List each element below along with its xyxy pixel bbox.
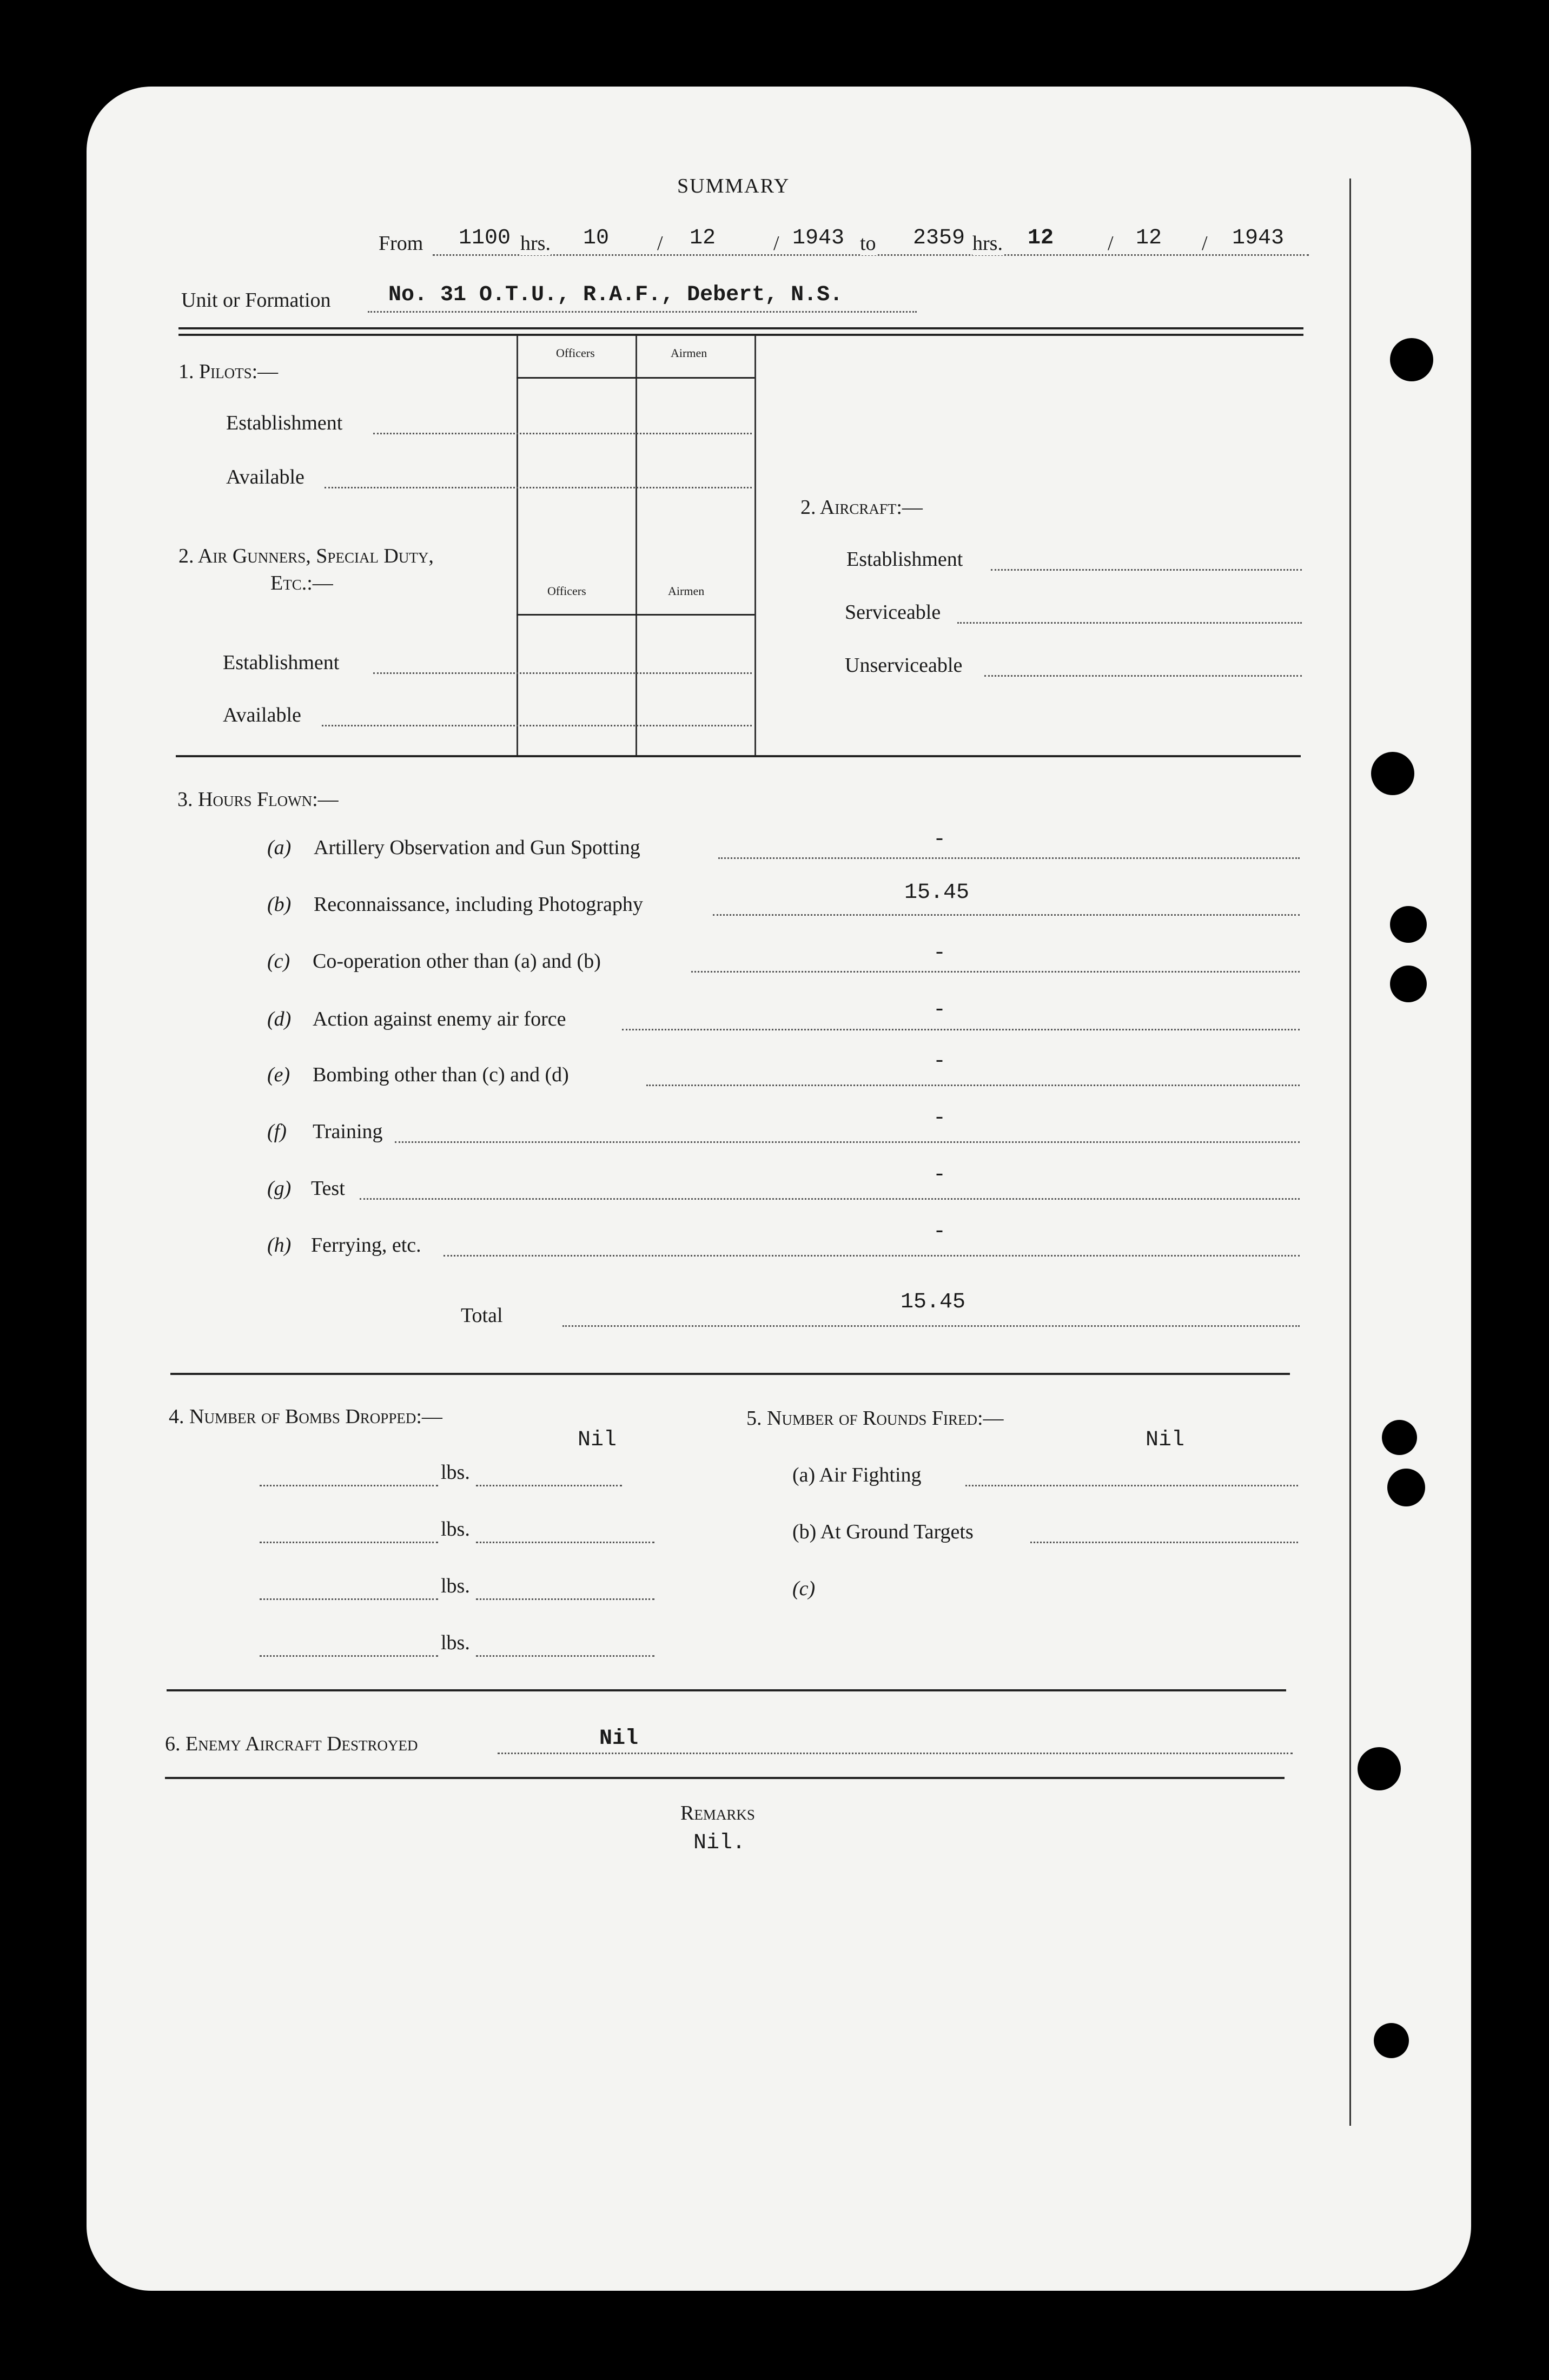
to-time: 2359 [913, 226, 965, 250]
aircraft-unserviceable: Unserviceable [845, 654, 963, 677]
aircraft-heading: 2. Aircraft:— [800, 496, 923, 519]
slash: / [773, 232, 779, 255]
aircraft-serviceable: Serviceable [845, 601, 941, 624]
hrs-label: hrs. [520, 232, 551, 255]
table-line [754, 336, 756, 755]
dots [260, 1655, 438, 1657]
bombs-heading: 4. Number of Bombs Dropped:— [169, 1405, 442, 1428]
to-label: to [860, 232, 876, 255]
slash: / [1202, 232, 1208, 255]
dots [373, 433, 752, 434]
hours-h-value: - [933, 1220, 946, 1244]
rounds-a: (a) Air Fighting [792, 1464, 922, 1486]
hours-f-value: - [933, 1106, 946, 1130]
hours-f-letter: (f) [267, 1120, 287, 1143]
dots [325, 487, 752, 488]
dots [718, 857, 1300, 859]
hours-g-label: Test [311, 1177, 345, 1200]
hours-d-label: Action against enemy air force [313, 1008, 566, 1030]
hours-d-value: - [933, 998, 946, 1022]
dots [395, 1141, 1300, 1143]
hours-h-label: Ferrying, etc. [311, 1234, 421, 1257]
page-title: SUMMARY [677, 175, 790, 197]
col-airmen: Airmen [668, 584, 705, 598]
slash: / [1108, 232, 1114, 255]
gunners-available: Available [223, 704, 301, 726]
from-year: 1943 [792, 226, 845, 250]
gunners-establishment: Establishment [223, 651, 340, 674]
rounds-value: Nil [1146, 1428, 1185, 1452]
dots [476, 1485, 622, 1486]
unit-value: No. 31 O.T.U., R.A.F., Debert, N.S. [388, 283, 843, 307]
dots [622, 1029, 1300, 1030]
bombs-value: Nil [578, 1428, 617, 1452]
dots [322, 725, 752, 726]
dots [368, 311, 917, 313]
col-officers: Officers [556, 346, 595, 360]
punch-hole [1390, 966, 1427, 1002]
dots [373, 672, 752, 674]
punch-hole [1390, 338, 1433, 381]
hours-a-label: Artillery Observation and Gun Spotting [314, 836, 640, 859]
from-day: 10 [583, 226, 610, 250]
dots [965, 1485, 1298, 1486]
dots [562, 1325, 1300, 1327]
rounds-b: (b) At Ground Targets [792, 1520, 974, 1543]
bombs-lbs-2: lbs. [441, 1518, 470, 1541]
punch-hole [1371, 752, 1414, 795]
dots [260, 1485, 438, 1486]
hours-total-value: 15.45 [901, 1290, 966, 1314]
bombs-lbs-3: lbs. [441, 1575, 470, 1597]
dots [360, 1198, 1300, 1200]
hours-g-letter: (g) [267, 1177, 292, 1200]
hours-a-value: - [933, 828, 946, 852]
dots [476, 1598, 654, 1600]
hours-b-label: Reconnaissance, including Photography [314, 893, 643, 916]
col-airmen: Airmen [671, 346, 707, 360]
hours-b-value: 15.45 [904, 881, 970, 905]
dots [443, 1255, 1300, 1257]
double-rule [178, 334, 1303, 336]
unit-label: Unit or Formation [181, 289, 331, 312]
hrs-label: hrs. [972, 232, 1003, 255]
dots [498, 1753, 1293, 1754]
double-rule [178, 327, 1303, 329]
dots [646, 1085, 1300, 1086]
to-year: 1943 [1232, 226, 1285, 250]
from-month: 12 [690, 226, 716, 250]
dots [713, 914, 1300, 916]
hours-a-letter: (a) [267, 836, 292, 859]
hours-c-letter: (c) [267, 950, 290, 973]
punch-hole [1374, 2023, 1409, 2058]
dots [1030, 1542, 1298, 1543]
header-rule [517, 614, 754, 616]
rounds-heading: 5. Number of Rounds Fired:— [746, 1407, 1004, 1430]
section-rule [167, 1689, 1286, 1691]
to-day: 12 [1028, 226, 1054, 250]
to-month: 12 [1136, 226, 1162, 250]
punch-hole [1358, 1747, 1401, 1790]
hours-b-letter: (b) [267, 893, 292, 916]
section-rule [170, 1373, 1290, 1375]
punch-hole [1390, 906, 1427, 943]
bombs-lbs-1: lbs. [441, 1461, 470, 1484]
section-rule [176, 755, 1301, 757]
remarks-value: Nil. [693, 1831, 746, 1855]
hours-f-label: Training [313, 1120, 383, 1143]
pilots-establishment: Establishment [226, 412, 343, 434]
hours-heading: 3. Hours Flown:— [177, 788, 339, 811]
hours-e-label: Bombing other than (c) and (d) [313, 1063, 569, 1086]
remarks-heading: Remarks [680, 1802, 755, 1824]
dots [691, 971, 1300, 973]
hours-c-label: Co-operation other than (a) and (b) [313, 950, 601, 973]
col-officers: Officers [547, 584, 586, 598]
pilots-heading: 1. Pilots:— [178, 360, 279, 383]
punch-hole [1387, 1469, 1425, 1506]
margin-line [1349, 178, 1351, 2126]
aircraft-establishment: Establishment [846, 548, 963, 571]
hours-d-letter: (d) [267, 1008, 292, 1030]
slash: / [657, 232, 663, 255]
dots [476, 1655, 654, 1657]
dots [476, 1542, 654, 1543]
hours-e-letter: (e) [267, 1063, 290, 1086]
dots [991, 569, 1302, 571]
enemy-label: 6. Enemy Aircraft Destroyed [165, 1733, 418, 1755]
table-line [636, 336, 637, 755]
hours-e-value: - [933, 1049, 946, 1074]
hours-g-value: - [933, 1163, 946, 1187]
punch-hole [1382, 1420, 1417, 1455]
dots [957, 622, 1302, 624]
dots [260, 1598, 438, 1600]
enemy-value: Nil [599, 1727, 639, 1751]
air-gunners-heading: 2. Air Gunners, Special Duty, [178, 545, 434, 567]
from-time: 1100 [459, 226, 511, 250]
header-rule [517, 377, 754, 379]
hours-total-label: Total [461, 1304, 503, 1327]
dots [260, 1542, 438, 1543]
dots [984, 675, 1302, 677]
pilots-available: Available [226, 466, 304, 488]
section-rule [165, 1777, 1285, 1779]
hours-c-value: - [933, 941, 946, 966]
rounds-c: (c) [792, 1577, 816, 1600]
bombs-lbs-4: lbs. [441, 1631, 470, 1654]
air-gunners-heading-2: Etc.:— [270, 572, 333, 594]
table-line [517, 336, 518, 755]
hours-h-letter: (h) [267, 1234, 292, 1257]
from-label: From [379, 232, 423, 255]
